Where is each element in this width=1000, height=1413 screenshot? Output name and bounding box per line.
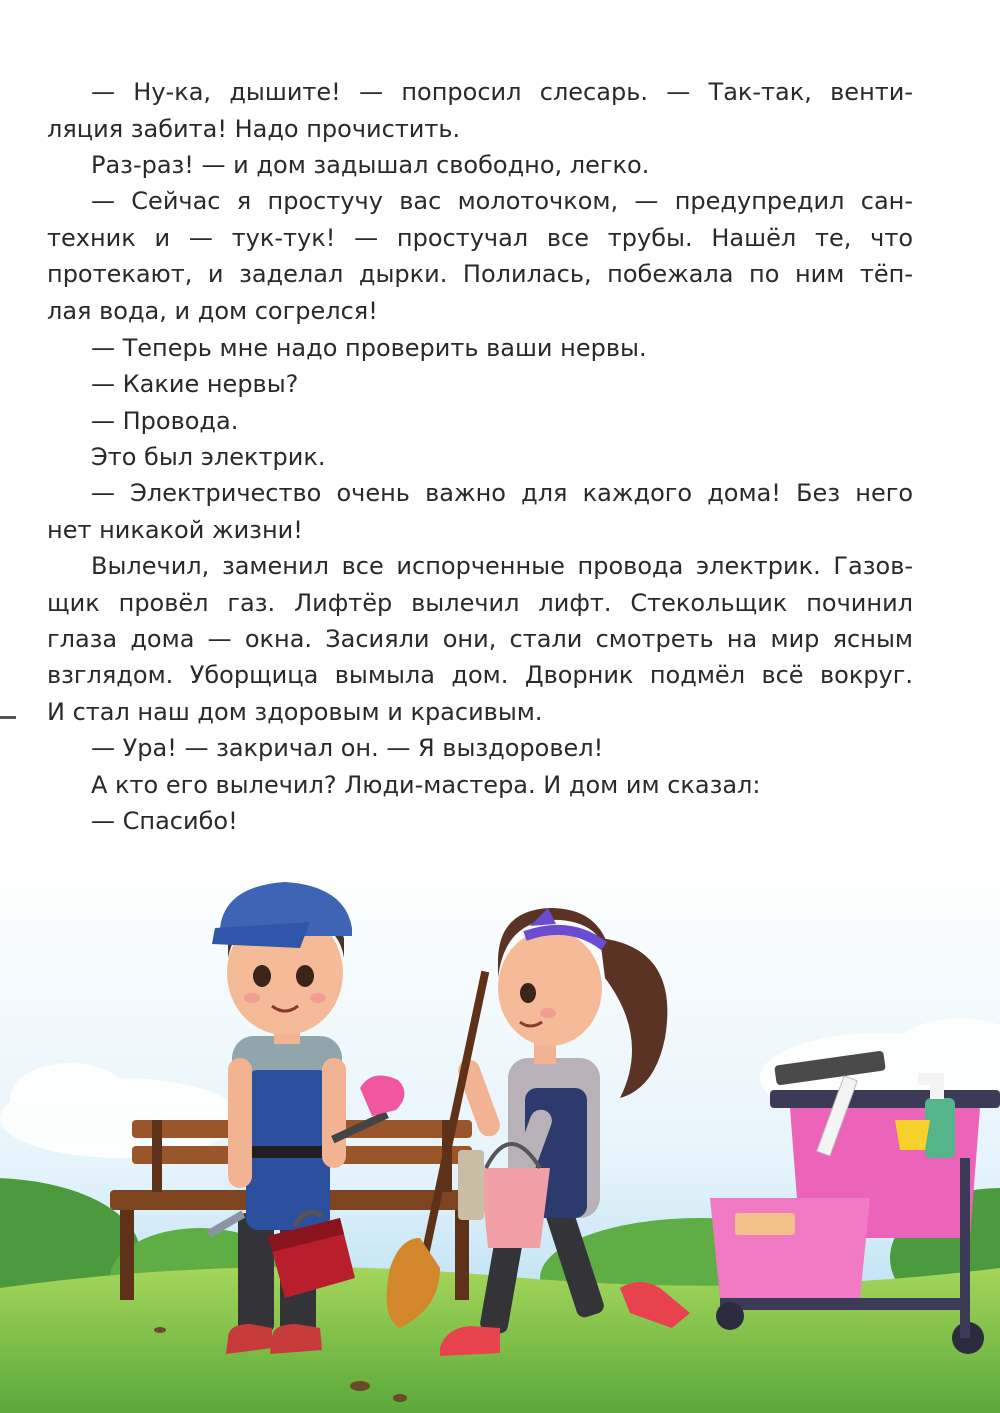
text-line: нет никакой жизни!: [47, 516, 303, 544]
text-line: техник и — тук-тук! — простучал все трубы. Нашёл те, что: [47, 224, 913, 252]
text-line: ляция забита! Надо прочистить.: [47, 115, 461, 143]
text-line: И стал наш дом здоровым и красивым.: [47, 698, 543, 726]
text-line: щик провёл газ. Лифтёр вылечил лифт. Стекольщик починил: [47, 589, 913, 617]
text-line: — Ура! — закричал он. — Я выздоровел!: [91, 734, 604, 762]
text-line: — Электричество очень важно для каждого дома! Без него: [91, 479, 913, 507]
text-line: — Какие нервы?: [91, 370, 299, 398]
glove-icon: [895, 1120, 930, 1150]
text-line: — Ну-ка, дышите! — попросил слесарь. — Так-так, венти-: [91, 78, 913, 106]
text-line: — Теперь мне надо проверить ваши нервы.: [91, 334, 647, 362]
text-line: взглядом. Уборщица вымыла дом. Дворник подмёл всё вокруг.: [47, 661, 913, 689]
page-edge-mark: [0, 716, 16, 719]
text-line: глаза дома — окна. Засияли они, стали смотреть на мир ясным: [47, 625, 913, 653]
illustration: [0, 858, 1000, 1413]
text-line: протекают, и заделал дырки. Полилась, побежала по ним тёп-: [47, 260, 913, 288]
text-line: Вылечил, заменил все испорченные провода электрик. Газов-: [91, 552, 913, 580]
text-line: — Спасибо!: [91, 807, 238, 835]
text-line: — Сейчас я простучу вас молоточком, — предупредил сан-: [91, 187, 913, 215]
text-line: А кто его вылечил? Люди-мастера. И дом им сказал:: [91, 771, 761, 799]
text-line: — Провода.: [91, 407, 239, 435]
text-line: Это был электрик.: [91, 443, 326, 471]
text-line: Раз-раз! — и дом задышал свободно, легко.: [91, 151, 650, 179]
text-line: лая вода, и дом согрелся!: [47, 297, 378, 325]
